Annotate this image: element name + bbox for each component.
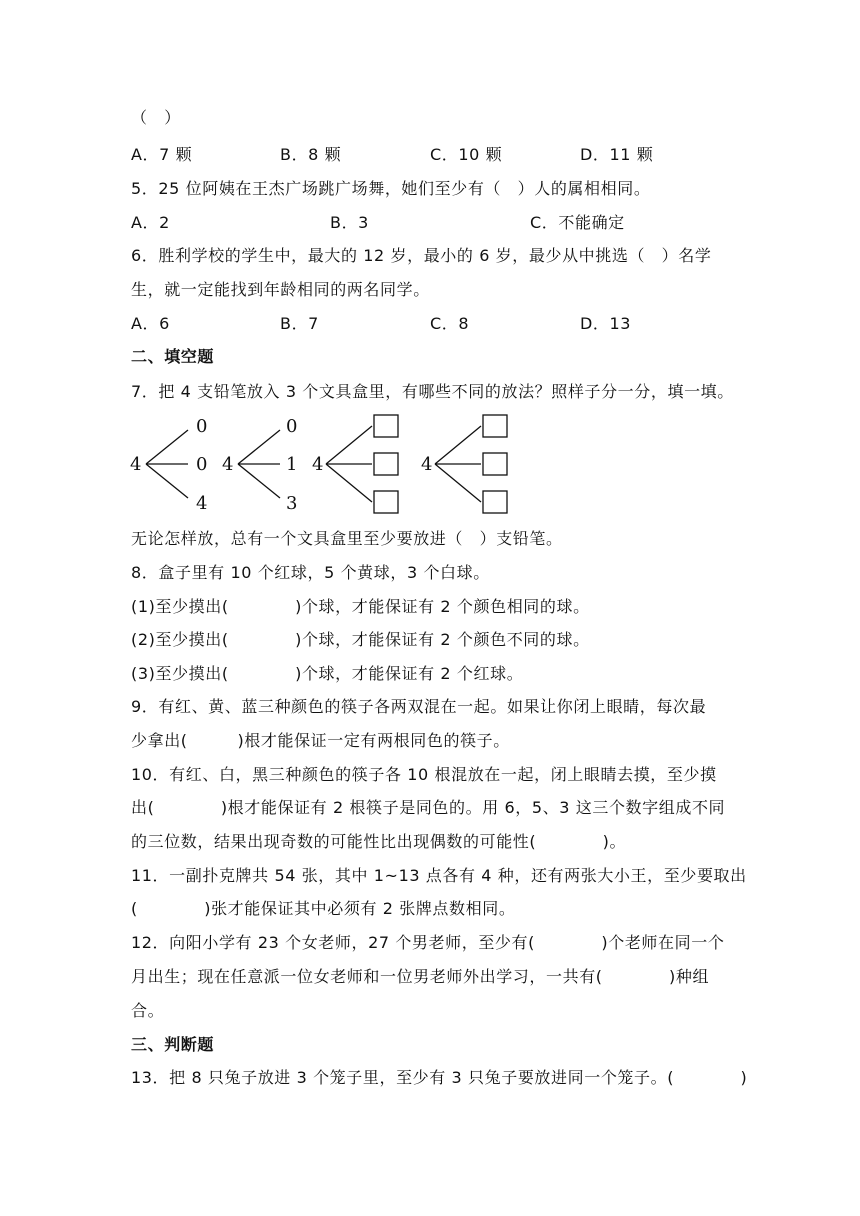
q6-option-d: D．13 [580, 314, 632, 333]
q11-text-line2: ( )张才能保证其中必须有 2 张牌点数相同。 [131, 899, 516, 918]
tree-3-branch-bottom [326, 464, 372, 502]
tree-2-top-value: 0 [286, 416, 298, 437]
tree-2-root: 4 [222, 454, 234, 475]
tree-4-root: 4 [421, 454, 433, 475]
tree-3-branch-top [326, 426, 372, 464]
q6-option-c: C．8 [430, 314, 470, 333]
q4-option-c: C．10 颗 [430, 145, 503, 164]
q11-text-line1: 11．一副扑克牌共 54 张，其中 1~13 点各有 4 种，还有两张大小王，至少要取出 [131, 866, 747, 885]
q9-text-line2: 少拿出( )根才能保证一定有两根同色的筷子。 [131, 731, 510, 750]
tree-3-root: 4 [312, 454, 324, 475]
section-heading-fill-in: 二、填空题 [131, 347, 215, 366]
q10-text-line3: 的三位数，结果出现奇数的可能性比出现偶数的可能性( )。 [131, 832, 627, 851]
tree-4 [421, 415, 507, 513]
q6-option-a: A．6 [131, 314, 170, 333]
q7-conclusion: 无论怎样放，总有一个文具盒里至少要放进（ ）支铅笔。 [131, 529, 563, 548]
q10-text-line2: 出( )根才能保证有 2 根筷子是同色的。用 6，5、3 这三个数字组成不同 [131, 798, 726, 817]
q4-option-d: D．11 颗 [580, 145, 654, 164]
tree-3-top-answer-box[interactable] [374, 415, 398, 437]
q8-text: 8．盒子里有 10 个红球，5 个黄球，3 个白球。 [131, 563, 490, 582]
q5-option-c: C．不能确定 [530, 213, 625, 232]
q8-sub-3: (3)至少摸出( )个球，才能保证有 2 个红球。 [131, 664, 524, 683]
section-heading-true-false: 三、判断题 [131, 1035, 215, 1054]
tree-3-bottom-answer-box[interactable] [374, 491, 398, 513]
q4-tail: （ ） [131, 108, 181, 127]
q6-text-line2: 生，就一定能找到年龄相同的两名同学。 [131, 280, 430, 299]
q9-text-line1: 9．有红、黄、蓝三种颜色的筷子各两双混在一起。如果让你闭上眼睛，每次最 [131, 697, 707, 716]
tree-2 [222, 416, 297, 514]
q12-text-line3: 合。 [131, 1001, 165, 1020]
tree-4-branch-bottom [435, 464, 481, 502]
q5-option-a: A．2 [131, 213, 170, 232]
q5-text: 5．25 位阿姨在王杰广场跳广场舞，她们至少有（ ）人的属相相同。 [131, 179, 651, 198]
q7-branch-diagram [126, 412, 526, 516]
tree-4-top-answer-box[interactable] [483, 415, 507, 437]
q8-sub-2: (2)至少摸出( )个球，才能保证有 2 个颜色不同的球。 [131, 630, 590, 649]
tree-1-top-value: 0 [196, 416, 208, 437]
tree-1-bottom-value: 4 [196, 493, 208, 514]
q6-option-b: B．7 [280, 314, 319, 333]
q5-option-b: B．3 [330, 213, 369, 232]
tree-3-mid-answer-box[interactable] [374, 453, 398, 475]
tree-4-bottom-answer-box[interactable] [483, 491, 507, 513]
tree-1-branch-top [146, 430, 188, 464]
q4-option-b: B．8 颗 [280, 145, 342, 164]
tree-2-mid-value: 1 [286, 454, 298, 475]
tree-1-root: 4 [130, 454, 142, 475]
q6-text-line1: 6．胜利学校的学生中，最大的 12 岁，最小的 6 岁，最少从中挑选（ ）名学 [131, 246, 712, 265]
q7-text: 7．把 4 支铅笔放入 3 个文具盒里，有哪些不同的放法？照样子分一分，填一填。 [131, 382, 734, 401]
q12-text-line2: 月出生；现在任意派一位女老师和一位男老师外出学习，一共有( )种组 [131, 967, 710, 986]
tree-1-branch-bottom [146, 464, 188, 498]
q4-option-a: A．7 颗 [131, 145, 193, 164]
tree-1 [130, 416, 207, 514]
q12-text-line1: 12．向阳小学有 23 个女老师，27 个男老师，至少有( )个老师在同一个 [131, 933, 725, 952]
tree-2-bottom-value: 3 [286, 493, 298, 514]
tree-3 [312, 415, 398, 513]
q13-text: 13．把 8 只兔子放进 3 个笼子里，至少有 3 只兔子要放进同一个笼子。( ) [131, 1068, 748, 1087]
tree-4-branch-top [435, 426, 481, 464]
tree-1-mid-value: 0 [196, 454, 208, 475]
tree-4-mid-answer-box[interactable] [483, 453, 507, 475]
tree-2-branch-top [238, 430, 280, 464]
q10-text-line1: 10．有红、白，黑三种颜色的筷子各 10 根混放在一起，闭上眼睛去摸，至少摸 [131, 765, 717, 784]
tree-2-branch-bottom [238, 464, 280, 498]
q8-sub-1: (1)至少摸出( )个球，才能保证有 2 个颜色相同的球。 [131, 597, 590, 616]
